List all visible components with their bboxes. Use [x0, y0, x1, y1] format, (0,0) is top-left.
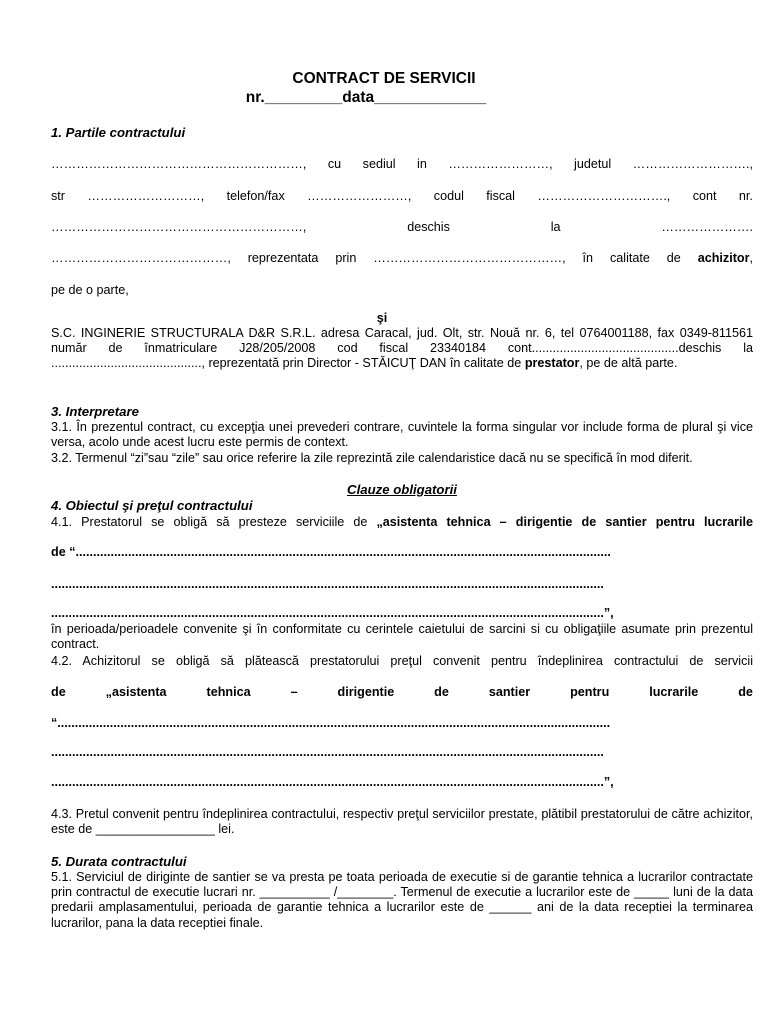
section-4-1-line-1: 4.1. Prestatorul se obligă să presteze serviciile de „asistenta tehnica – dirigentie de santier pentru lucrarile	[51, 515, 754, 529]
word: nr.	[738, 189, 753, 203]
word: ……………………………………………………,	[51, 220, 307, 234]
word: ………………………….,	[537, 189, 671, 203]
clauses-title: Clauze obligatorii	[347, 482, 457, 497]
word: la	[550, 220, 561, 234]
section-3-heading: 3. Interpretare	[51, 404, 139, 419]
word: codul	[433, 189, 464, 203]
word: de	[51, 685, 66, 699]
section-4-1-line-4: ..............................................................................................................................................................”,	[51, 606, 614, 620]
section-3-1: 3.1. În prezentul contract, cu excepţia unei prevederi contrare, cuvintele la forma singular vor include forma de plural şi vice versa, acolo unde acest lucru este permis de context.	[51, 420, 753, 450]
party1-line-2	[51, 189, 753, 203]
party1-closing: pe de o parte,	[51, 283, 129, 297]
section-4-2-line-1: 4.2. Achizitorul se obligă să plătească prestatorului preţul convenit pentru îndeplinirea contractului de servicii	[51, 654, 753, 668]
and-separator: şi	[376, 311, 388, 325]
document-title: CONTRACT DE SERVICII	[292, 70, 476, 87]
word: cont	[692, 189, 717, 203]
word: str	[51, 189, 65, 203]
section-4-1-line-3: ..............................................................................................................................................................	[51, 577, 604, 591]
section-4-1-line-2: de “.........................................................................................................................................................	[51, 545, 611, 559]
party1-line-3	[51, 220, 753, 234]
section-5-heading: 5. Durata contractului	[51, 854, 187, 869]
word: ……………………,	[307, 189, 412, 203]
word: de	[738, 685, 753, 699]
service-name: „asistenta tehnica – dirigentie de santier pentru lucrarile	[376, 515, 754, 529]
section-4-2-line-2	[51, 685, 753, 699]
word: „asistenta	[105, 685, 167, 699]
word: fiscal	[486, 189, 515, 203]
word: lucrarile	[649, 685, 699, 699]
word: telefon/fax	[226, 189, 285, 203]
section-4-2-line-3: “..............................................................................................................................................................	[51, 716, 611, 730]
word: pentru	[570, 685, 610, 699]
word: –	[290, 685, 298, 699]
section-4-3: 4.3. Pretul convenit pentru îndeplinirea contractului, respectiv preţul serviciilor prestate, plătibil prestatorului de către achizitor, este de _________________ lei.	[51, 807, 753, 837]
section-4-1-rest: în perioada/perioadele convenite şi în conformitate cu cerintele caietului de sarcini si cu obligaţiile asumate prin prezentul contract.	[51, 622, 753, 652]
prestator-label: prestator	[524, 356, 580, 371]
word: dirigentie	[337, 685, 395, 699]
word: de	[434, 685, 449, 699]
word: ………………….	[661, 220, 753, 234]
achizitor-label: achizitor	[697, 251, 750, 265]
word: ………………………,	[87, 189, 205, 203]
party2-paragraph: S.C. INGINERIE STRUCTURALA D&R S.R.L. adresa Caracal, jud. Olt, str. Nouă nr. 6, tel 0764001188, fax 0349-811561 număr de înmatriculare J28/205/2008 cod fiscal 23340184 cont..........................................deschis la ..........................................., reprezentată prin Director - STĂICUŢ DAN în calitate de prestator, pe de altă parte.	[51, 326, 753, 371]
section-5-1: 5.1. Serviciul de diriginte de santier se va presta pe toata perioada de executie si de garantie tehnica a lucrarilor contractate prin contractul de executie lucrari nr. __________ /________. Termenul de executie a lucrarilor este de _____ luni de la data predarii amplasamentului, perioada de garantie tehnica a lucrarilor este de ______ ani de la data receptiei la terminarea lucrarilor, pana la data receptiei finale.	[51, 870, 753, 930]
party1-line-1: ……………………………………………………, cu sediul in ……………………, judetul ……………………….,	[51, 157, 753, 171]
section-3-2: 3.2. Termenul “zi”sau “zile” sau orice referire la zile reprezintă zile calendaristice dacă nu se specifică în mod diferit.	[51, 451, 693, 465]
section-4-2-line-4: ..............................................................................................................................................................	[51, 745, 604, 759]
word: tehnica	[206, 685, 251, 699]
document-number-date: nr._________data_____________	[245, 89, 487, 106]
section-4-2-line-5: ..............................................................................................................................................................”,	[51, 775, 614, 789]
word: deschis	[407, 220, 450, 234]
party1-line-4: ……………………………………, reprezentata prin ………………………………………, în calitate de achizitor,	[51, 251, 753, 265]
word: santier	[488, 685, 531, 699]
section-1-heading: 1. Partile contractului	[51, 125, 186, 140]
section-4-heading: 4. Obiectul şi preţul contractului	[51, 498, 253, 513]
